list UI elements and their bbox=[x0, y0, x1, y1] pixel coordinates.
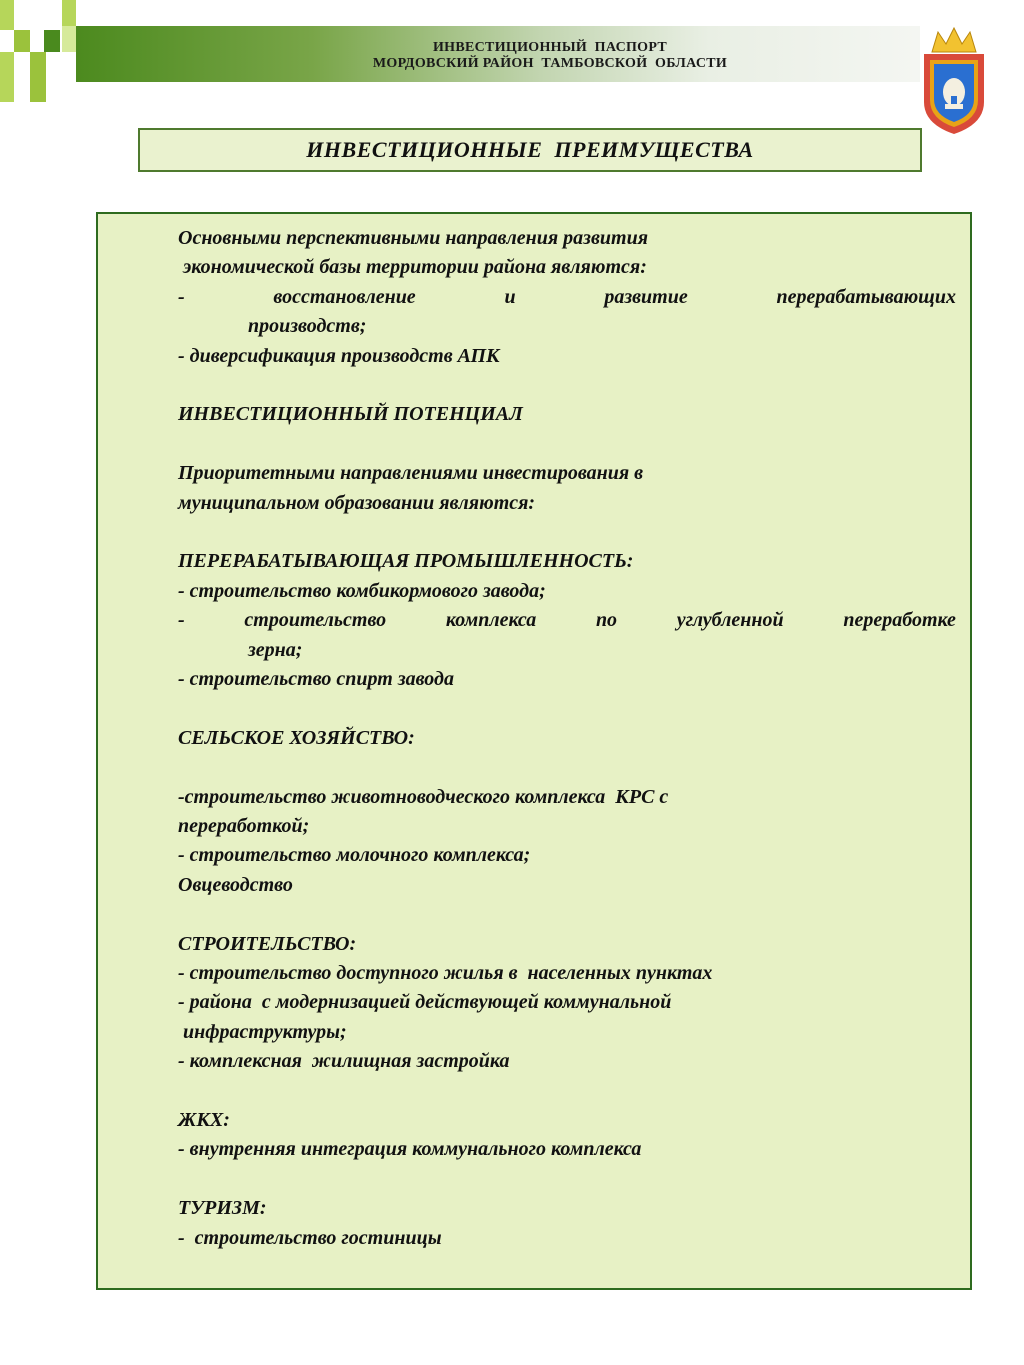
bullet-item: - комплексная жилищная застройка bbox=[178, 1050, 510, 1073]
intro-line: Основными перспективными направления развития bbox=[178, 227, 649, 249]
paragraph-line: муниципальном образовании являются: bbox=[178, 491, 536, 514]
word: углубленной bbox=[676, 609, 784, 632]
header-title bbox=[230, 40, 870, 72]
word: - bbox=[178, 609, 185, 632]
decor-square bbox=[14, 0, 32, 30]
decor-square bbox=[0, 0, 14, 30]
bullet-item: - строительство гостиницы bbox=[178, 1226, 442, 1249]
section-heading: ИНВЕСТИЦИОННЫЙ ПОТЕНЦИАЛ bbox=[178, 403, 523, 426]
header-line-1: ИНВЕСТИЦИОННЫЙ ПАСПОРТ bbox=[432, 40, 668, 55]
section-heading: СТРОИТЕЛЬСТВО: bbox=[178, 932, 357, 955]
bullet-justified bbox=[178, 606, 956, 635]
decor-square bbox=[30, 52, 46, 102]
decor-square bbox=[14, 30, 30, 52]
section-heading: СЕЛЬСКОЕ ХОЗЯЙСТВО: bbox=[178, 726, 415, 749]
bullet-item: - района с модернизацией действующей коммунальной bbox=[178, 991, 672, 1014]
word: по bbox=[595, 609, 618, 632]
bullet-continuation: переработкой; bbox=[178, 815, 310, 838]
bullet-item: - строительство доступного жилья в населенных пунктах bbox=[178, 962, 713, 985]
word: развитие bbox=[604, 285, 688, 308]
intro-line: экономической базы территории района являются: bbox=[178, 256, 647, 279]
word: - bbox=[178, 285, 185, 308]
content-text bbox=[178, 224, 956, 1253]
bullet-continuation: инфраструктуры; bbox=[178, 1020, 347, 1043]
word: восстановление bbox=[273, 285, 416, 308]
section-title: ИНВЕСТИЦИОННЫЕ ПРЕИМУЩЕСТВА bbox=[306, 137, 754, 162]
header-line-2: МОРДОВСКИЙ РАЙОН ТАМБОВСКОЙ ОБЛАСТИ bbox=[372, 56, 728, 71]
coat-of-arms-icon bbox=[918, 24, 990, 136]
bullet-item: - строительство спирт завода bbox=[178, 668, 454, 691]
word: комплекса bbox=[445, 609, 537, 632]
bullet-item: - строительство молочного комплекса; bbox=[178, 844, 531, 867]
decor-square bbox=[0, 52, 14, 102]
word: перерабатывающих bbox=[776, 285, 956, 308]
section-heading: ТУРИЗМ: bbox=[178, 1197, 267, 1220]
section-heading: ЖКХ: bbox=[178, 1109, 230, 1132]
decor-square bbox=[62, 0, 76, 26]
paragraph-line: Приоритетными направлениями инвестирования в bbox=[178, 462, 644, 485]
word: строительство bbox=[244, 609, 387, 632]
section-title-box bbox=[138, 128, 922, 172]
bullet-continuation: зерна; bbox=[248, 638, 303, 661]
section-heading: ПЕРЕРАБАТЫВАЮЩАЯ ПРОМЫШЛЕННОСТЬ: bbox=[178, 550, 634, 573]
bullet-item: Овцеводство bbox=[178, 873, 293, 896]
bullet-item: - строительство комбикормового завода; bbox=[178, 579, 546, 602]
word: переработке bbox=[843, 609, 956, 632]
bullet-item: - внутренняя интеграция коммунального комплекса bbox=[178, 1138, 642, 1161]
decor-square bbox=[44, 30, 60, 52]
bullet-continuation: производств; bbox=[248, 315, 367, 338]
bullet-item: - диверсификация производств АПК bbox=[178, 344, 500, 367]
word: и bbox=[504, 285, 516, 308]
bullet-item: -строительство животноводческого комплекса КРС с bbox=[178, 785, 669, 808]
bullet-justified bbox=[178, 283, 956, 312]
